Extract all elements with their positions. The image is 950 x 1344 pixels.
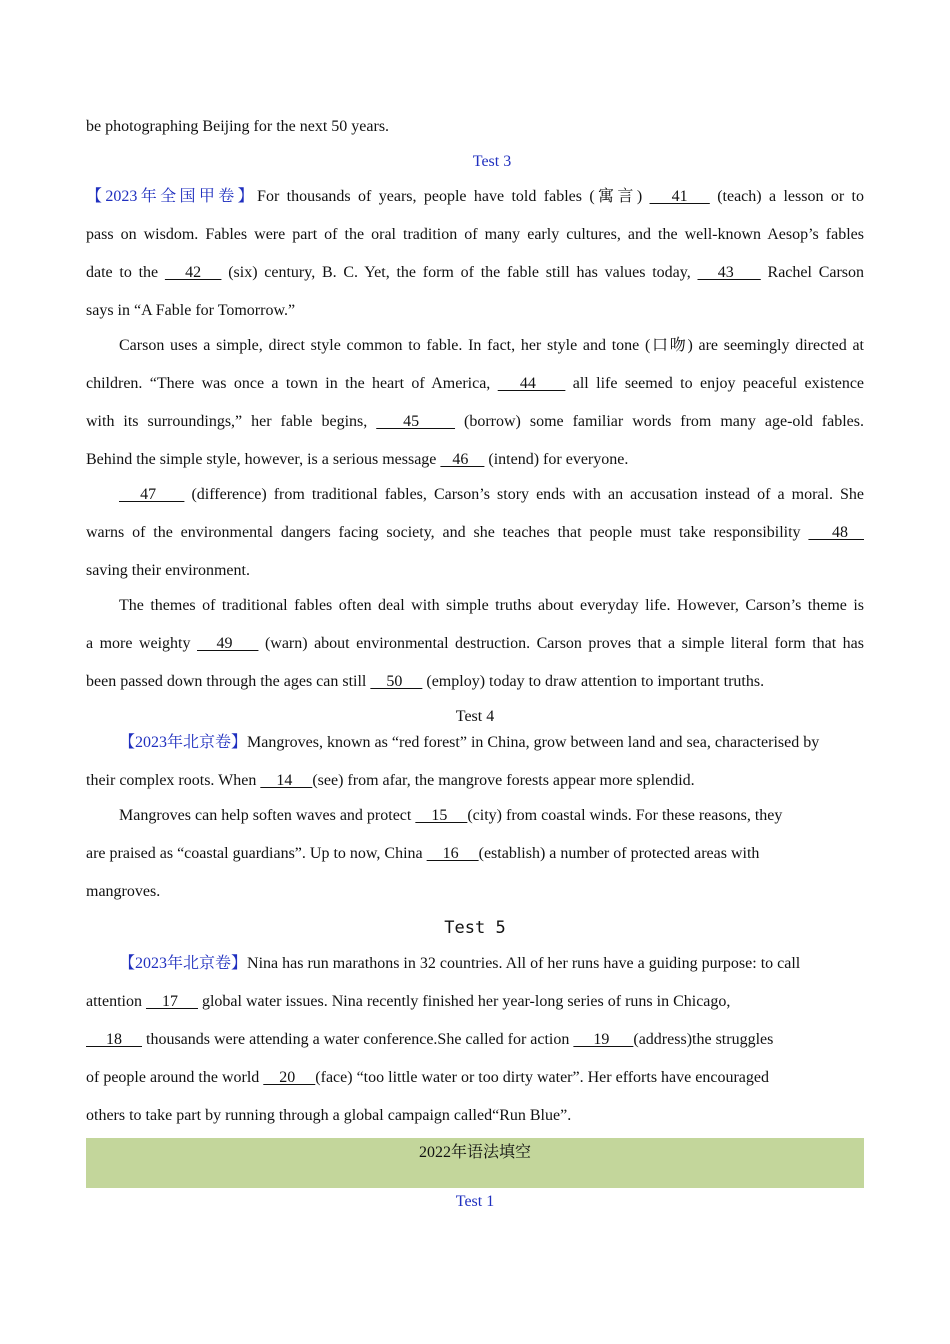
test5-title: Test 5 (444, 918, 506, 938)
text: of people around the world (86, 1069, 264, 1086)
test4-line-3 (86, 805, 864, 827)
text: attention (86, 993, 146, 1010)
test3-line-1 (86, 186, 864, 208)
test5-line-1 (86, 953, 864, 975)
blank-49[interactable]: 49 (197, 635, 259, 652)
test3-line-4: says in “A Fable for Tomorrow.” (86, 302, 296, 319)
test4-line-4 (86, 843, 864, 865)
text: (six) century, B. C. Yet, the form of the fable still has values today, (221, 264, 698, 281)
next-test-title (86, 1191, 864, 1213)
text: (establish) a number of protected areas with (478, 845, 760, 862)
text: warns of the environmental dangers facing society, and she teaches that people must take responsibility (86, 524, 809, 541)
test3-line-10 (86, 522, 864, 544)
blank-17[interactable]: 17 (145, 993, 198, 1010)
next-test-title-text: Test 1 (455, 1193, 495, 1210)
test3-line-11: saving their environment. (86, 562, 250, 579)
test3-line-12: The themes of traditional fables often deal with simple truths about everyday life. However, Carson’s theme is (119, 597, 864, 614)
test3-line-7 (86, 411, 864, 433)
test3-line-5: Carson uses a simple, direct style common to fable. In fact, her style and tone (口吻) are seemingly directed at (119, 337, 864, 354)
blank-14[interactable]: 14 (260, 772, 313, 789)
test5-source-tag: 【2023年北京卷】 (119, 955, 248, 972)
test5-line-3 (86, 1029, 864, 1051)
text: thousands were attending a water conference.She called for action (142, 1031, 574, 1048)
blank-16[interactable]: 16 (426, 845, 479, 862)
text: date to the (86, 264, 165, 281)
intro-line: be photographing Beijing for the next 50 years. (86, 118, 390, 135)
text: a more weighty (86, 635, 197, 652)
blank-50[interactable]: 50 (370, 673, 423, 690)
text: (address)the struggles (633, 1031, 774, 1048)
test5-line-2 (86, 991, 864, 1013)
blank-15[interactable]: 15 (415, 807, 468, 824)
text: all life seemed to enjoy peaceful existence (565, 375, 865, 392)
text: (warn) about environmental destruction. Carson proves that a simple literal form that has (258, 635, 865, 652)
blank-45[interactable]: 45 (376, 413, 456, 430)
text: their complex roots. When (86, 772, 261, 789)
text: Rachel Carson (760, 264, 865, 281)
test5-line-4 (86, 1067, 864, 1089)
test4-line-5: mangroves. (86, 883, 161, 900)
test3-line-9 (86, 484, 864, 506)
blank-19[interactable]: 19 (573, 1031, 634, 1048)
text: (employ) today to draw attention to important truths. (422, 673, 765, 690)
test3-line-3 (86, 262, 864, 284)
blank-18[interactable]: 18 (86, 1031, 142, 1048)
blank-46[interactable]: 46 (440, 451, 485, 468)
test3-line-2: pass on wisdom. Fables were part of the oral tradition of many early cultures, and the well-known Aesop’s fables (86, 226, 864, 243)
text: (intend) for everyone. (484, 451, 629, 468)
section-band (86, 1138, 864, 1188)
text: been passed down through the ages can still (86, 673, 371, 690)
blank-47[interactable]: 47 (119, 486, 185, 503)
text: with its surroundings,” her fable begins, (86, 413, 377, 430)
test4-source-tag: 【2023年北京卷】 (119, 734, 248, 751)
text: global water issues. Nina recently finished her year-long series of runs in Chicago, (197, 993, 731, 1010)
text: (teach) a lesson or to (709, 188, 864, 205)
test3-line-8 (86, 449, 864, 471)
text: Behind the simple style, however, is a serious message (86, 451, 441, 468)
text: are praised as “coastal guardians”. Up to now, China (86, 845, 427, 862)
blank-41[interactable]: 41 (649, 188, 710, 205)
text: (face) “too little water or too dirty water”. Her efforts have encouraged (315, 1069, 769, 1086)
test3-line-13 (86, 633, 864, 655)
test4-line-2 (86, 770, 864, 792)
text: Mangroves, known as “red forest” in China, grow between land and sea, characterised by (247, 734, 820, 751)
section-label: 2022年语法填空 (418, 1144, 531, 1161)
text: (difference) from traditional fables, Carson’s story ends with an accusation instead of a moral. She (184, 486, 865, 503)
text: (see) from afar, the mangrove forests appear more splendid. (312, 772, 695, 789)
text: Nina has run marathons in 32 countries. All of her runs have a guiding purpose: to call (247, 955, 801, 972)
test4-title: Test 4 (455, 708, 495, 725)
blank-20[interactable]: 20 (263, 1069, 316, 1086)
test4-line-1 (86, 732, 864, 754)
blank-42[interactable]: 42 (164, 264, 222, 281)
text: (city) from coastal winds. For these reasons, they (467, 807, 783, 824)
test3-line-6 (86, 373, 864, 395)
blank-48[interactable]: 48 (808, 524, 864, 541)
test3-title (97, 151, 887, 173)
text: For thousands of years, people have told fables (寓言) (257, 188, 650, 205)
text: Mangroves can help soften waves and protect (119, 807, 416, 824)
blank-43[interactable]: 43 (697, 264, 761, 281)
test5-line-5: others to take part by running through a global campaign called“Run Blue”. (86, 1107, 572, 1124)
text: children. “There was once a town in the heart of America, (86, 375, 498, 392)
test3-source-tag: 【2023年全国甲卷】 (86, 188, 258, 205)
text: (borrow) some familiar words from many age-old fables. (455, 413, 865, 430)
blank-44[interactable]: 44 (497, 375, 566, 392)
test3-line-14 (86, 671, 864, 693)
test3-title-text: Test 3 (472, 153, 512, 170)
